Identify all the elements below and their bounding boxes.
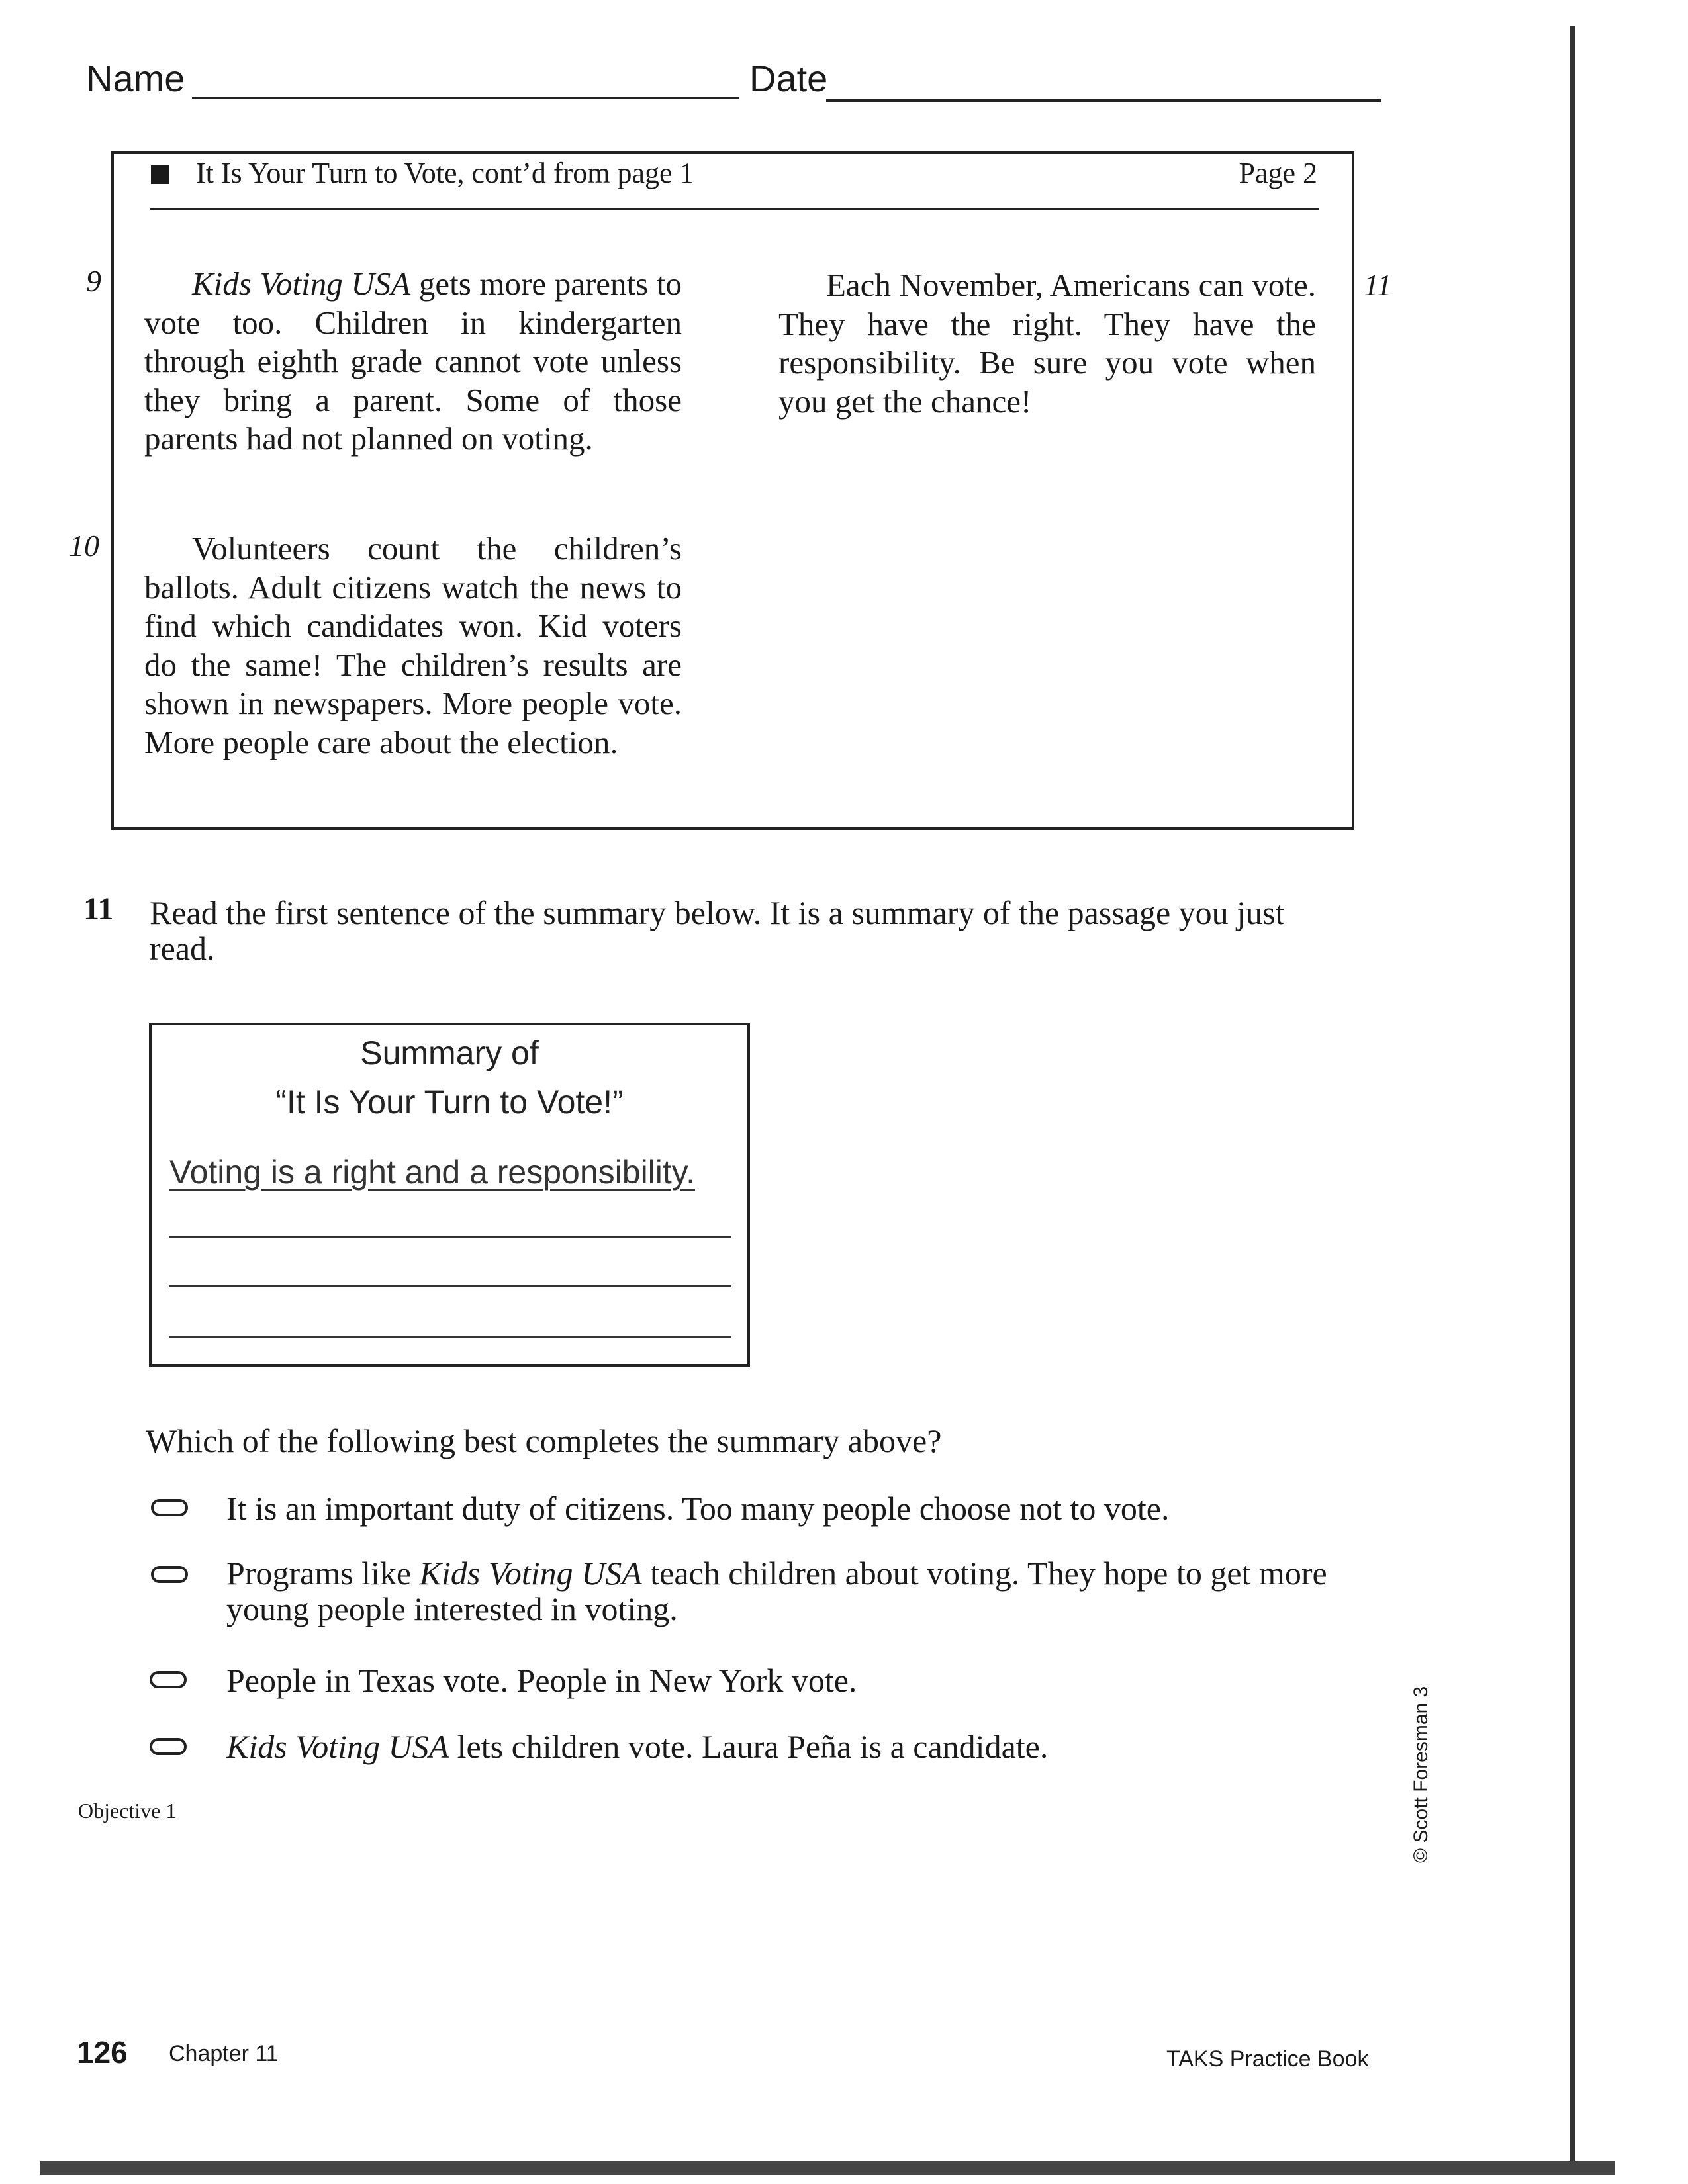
summary-answer-line [169, 1285, 731, 1287]
passage-paragraph: Each November, Americans can vote. They have the right. They have the responsibility. Be sure you vote when you get the chance! [778, 267, 1316, 420]
objective-label: Objective 1 [78, 1799, 177, 1823]
answer-choice-b: Programs like Kids Voting USA teach children about voting. They hope to get more young people interested in voting. [226, 1555, 1327, 1627]
passage-header-text: It Is Your Turn to Vote, cont’d from page 1 [196, 157, 694, 189]
paragraph-number: 9 [86, 264, 101, 298]
answer-choice-d: Kids Voting USA lets children vote. Laura Peña is a candidate. [226, 1728, 1049, 1765]
copyright-notice: © Scott Foresman 3 [1410, 1686, 1432, 1863]
page-binding-edge [1570, 26, 1575, 2171]
answer-choice-c: People in Texas vote. People in New York vote. [226, 1662, 857, 1699]
answer-bubble-d[interactable] [150, 1738, 187, 1755]
name-label: Name [86, 58, 185, 99]
summary-title: Summary of [360, 1034, 539, 1071]
question-prompt: Read the first sentence of the summary below. It is a summary of the passage you just read. [150, 894, 1285, 967]
paragraph-number: 10 [69, 529, 99, 563]
summary-subtitle: “It Is Your Turn to Vote!” [275, 1083, 624, 1120]
summary-first-sentence: Voting is a right and a responsibility. [169, 1154, 695, 1191]
answer-choice-a: It is an important duty of citizens. Too many people choose not to vote. [226, 1490, 1170, 1527]
answer-bubble-b[interactable] [151, 1566, 188, 1583]
date-field[interactable] [826, 99, 1381, 102]
passage-paragraph: Volunteers count the children’s ballots. Adult citizens watch the news to find which candidates won. Kid voters do the same! The children’s results are shown in newspapers. More people vote. More people care about the election. [144, 530, 682, 760]
summary-box [149, 1023, 750, 1367]
square-bullet-icon [151, 165, 169, 184]
chapter-label: Chapter 11 [169, 2041, 279, 2066]
question-instruction: Which of the following best completes the summary above? [146, 1422, 942, 1459]
answer-bubble-a[interactable] [151, 1499, 188, 1516]
passage-header [151, 156, 1317, 205]
answer-bubble-c[interactable] [150, 1671, 187, 1688]
date-label: Date [749, 58, 828, 99]
book-title: TAKS Practice Book [1166, 2046, 1369, 2071]
page-number: 126 [77, 2035, 128, 2070]
passage-divider [150, 208, 1319, 210]
summary-answer-line [169, 1336, 731, 1338]
summary-answer-line [169, 1236, 731, 1238]
program-name: Kids Voting USA [192, 265, 411, 302]
scan-bottom-edge [40, 2161, 1615, 2175]
passage-page-label: Page 2 [1239, 157, 1317, 189]
passage-paragraph: Kids Voting USA gets more parents to vote too. Children in kindergarten through eighth grade cannot vote unless they bring a parent. Some of those parents had not planned on voting. [144, 265, 682, 457]
question-number: 11 [83, 891, 114, 927]
name-field[interactable] [192, 97, 739, 99]
paragraph-number: 11 [1364, 268, 1392, 302]
